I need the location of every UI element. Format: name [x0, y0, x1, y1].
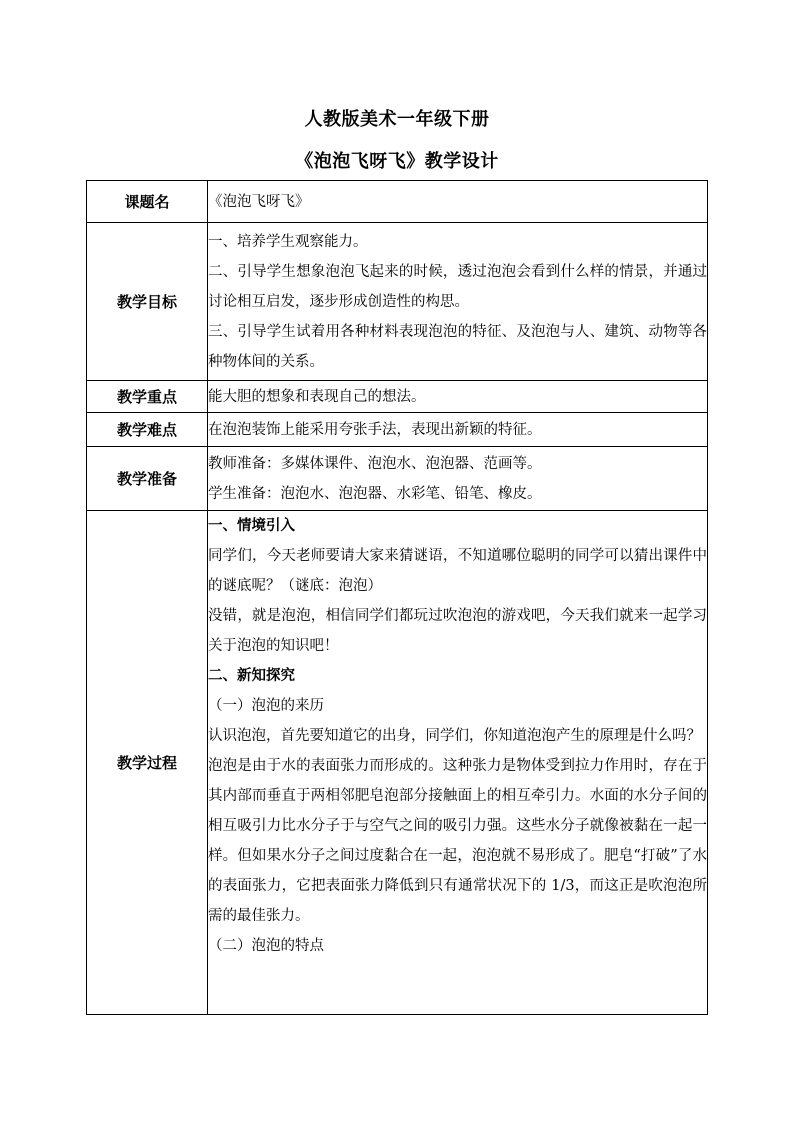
preparation-item: 学生准备：泡泡水、泡泡器、水彩笔、铅笔、橡皮。	[208, 485, 542, 502]
table-row-objectives	[87, 223, 708, 381]
value-preparation	[208, 447, 708, 511]
value-topic: 《泡泡飞呀飞》	[208, 181, 708, 223]
process-paragraph: 认识泡泡，首先要知道它的出身，同学们，你知道泡泡产生的原理是什么吗？	[208, 728, 701, 744]
lesson-plan-table	[86, 180, 708, 1015]
label-objectives: 教学目标	[87, 223, 208, 381]
label-preparation: 教学准备	[87, 447, 208, 511]
table-row-key-points	[87, 381, 708, 413]
section-heading: 二、新知探究	[208, 667, 295, 684]
label-process: 教学过程	[87, 511, 208, 1015]
subsection-heading: （一）泡泡的来历	[208, 698, 324, 714]
value-key-points: 能大胆的想象和表现自己的想法。	[208, 381, 708, 413]
objective-item: 三、引导学生试着用各种材料表现泡泡的特征、及泡泡与人、建筑、动物等各种物体间的关系。	[208, 323, 707, 370]
label-difficulties: 教学难点	[87, 413, 208, 447]
value-difficulties: 在泡泡装饰上能采用夸张手法，表现出新颖的特征。	[208, 413, 708, 447]
table-row-difficulties	[87, 413, 708, 447]
table-row-topic	[87, 181, 708, 223]
label-key-points: 教学重点	[87, 381, 208, 413]
table-row-preparation	[87, 447, 708, 511]
value-process	[208, 511, 708, 1015]
preparation-item: 教师准备：多媒体课件、泡泡水、泡泡器、范画等。	[208, 455, 542, 472]
process-paragraph: 同学们，今天老师要请大家来猜谜语，不知道哪位聪明的同学可以猜出课件中的谜底呢？（谜底：泡泡）	[208, 548, 707, 594]
process-paragraph: 没错，就是泡泡，相信同学们都玩过吹泡泡的游戏吧，今天我们就来一起学习关于泡泡的知识吧！	[208, 608, 707, 654]
document-title: 人教版美术一年级下册	[304, 109, 490, 130]
section-heading: 一、情境引入	[208, 517, 295, 534]
process-paragraph: 泡泡是由于水的表面张力而形成的。这种张力是物体受到拉力作用时，存在于其内部而垂直于两相邻肥皂泡部分接触面上的相互牵引力。水面的水分子间的相互吸引力比水分子于与空气之间的吸引力强。这些水分子就像被黏在一起一样。但如果水分子之间过度黏合在一起，泡泡就不易形成了。肥皂“打破”了水的表面张力，它把表面张力降低到只有通常状况下的 1/3，而这正是吹泡泡所需的最佳张力。	[208, 758, 707, 924]
objective-item: 二、引导学生想象泡泡飞起来的时候，透过泡泡会看到什么样的情景，并通过讨论相互启发，逐步形成创造性的构思。	[208, 263, 707, 310]
label-topic: 课题名	[87, 181, 208, 223]
subsection-heading: （二）泡泡的特点	[208, 938, 324, 954]
table-row-process	[87, 511, 708, 1015]
document-subtitle: 《泡泡飞呀飞》教学设计	[295, 151, 499, 172]
objective-item: 一、培养学生观察能力。	[208, 233, 368, 250]
value-objectives	[208, 223, 708, 381]
